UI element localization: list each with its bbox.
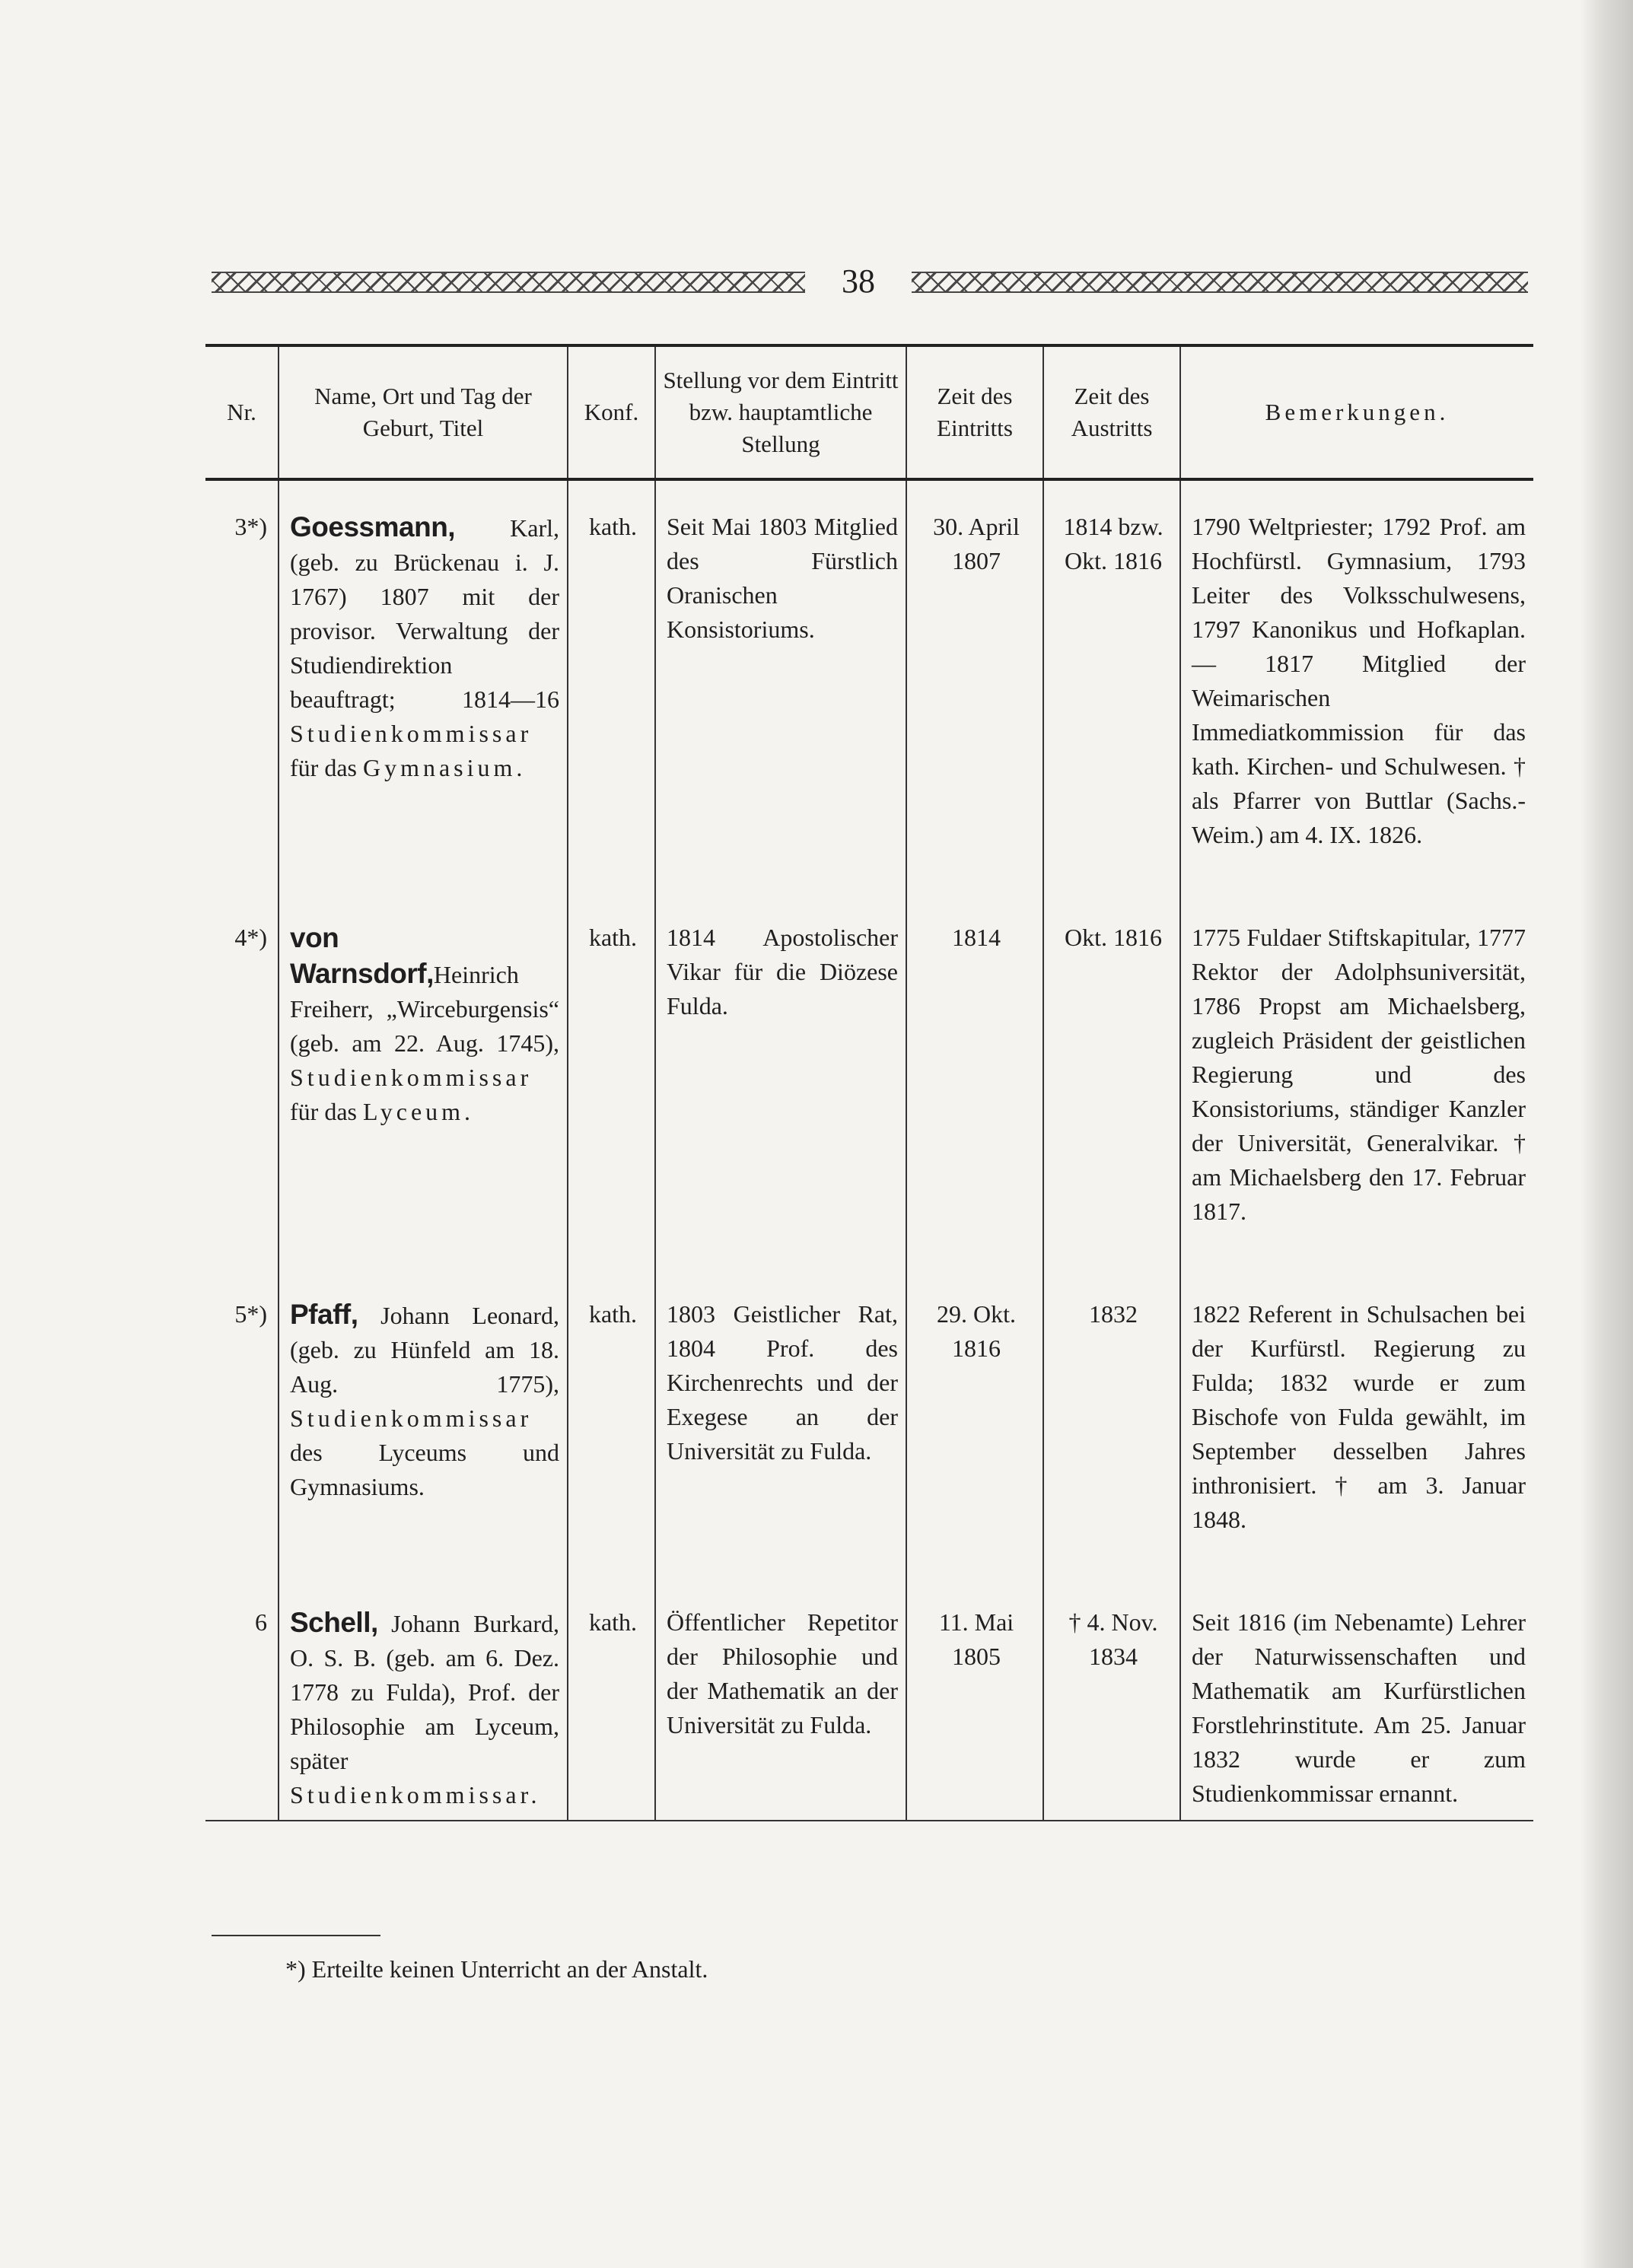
- header-konf: Konf.: [568, 345, 655, 479]
- ornament-right: [912, 272, 1528, 293]
- cell-konf: kath.: [568, 1605, 655, 1821]
- title-spaced: Studienkommissar.: [290, 1781, 541, 1808]
- ornament-left: [212, 272, 805, 293]
- cell-stellung: Seit Mai 1803 Mitglied des Fürstlich Oranischen Konsistoriums.: [655, 510, 906, 921]
- cell-konf: kath.: [568, 510, 655, 921]
- cell-austritt: Okt. 1816: [1043, 921, 1180, 1297]
- title-tail: Gymnasium.: [362, 754, 527, 781]
- cell-nr: 6: [205, 1605, 279, 1821]
- cell-nr: 5*): [234, 1300, 267, 1328]
- cell-austritt: 1814 bzw. Okt. 1816: [1043, 510, 1180, 921]
- cell-austritt: † 4. Nov. 1834: [1043, 1605, 1180, 1821]
- table-header-row: [205, 345, 1533, 479]
- name-text: Karl, (geb. zu Brückenau i. J. 1767) 1807 mit der provisor. Verwaltung der Studiendirektion beauftragt; 1814—16: [290, 514, 559, 713]
- header-bemerkungen: Bemerkungen.: [1180, 345, 1533, 479]
- header-stellung: Stellung vor dem Eintritt bzw. hauptamtliche Stellung: [655, 345, 906, 479]
- cell-name: [279, 1605, 568, 1821]
- cell-nr: 4*): [234, 924, 267, 951]
- header-austritt: Zeit des Austritts: [1043, 345, 1180, 479]
- cell-bemerkungen: 1775 Fuldaer Stiftskapitular, 1777 Rektor der Adolphsuniversität, 1786 Propst am Michaelsberg, zugleich Präsident der geistlichen Regierung und des Konsistoriums, ständiger Kanzler der Universität, Generalvikar. † am Michaelsberg den 17. Februar 1817.: [1180, 921, 1533, 1297]
- surname: Goessmann,: [290, 511, 456, 542]
- cell-konf: kath.: [568, 1297, 655, 1605]
- cell-bemerkungen: Seit 1816 (im Nebenamte) Lehrer der Naturwissenschaften und Mathematik am Kurfürstlichen Forstlehrinstitute. Am 25. Januar 1832 wurde er zum Studienkommissar ernannt.: [1180, 1605, 1533, 1821]
- footnote: *) Erteilte keinen Unterricht an der Anstalt.: [285, 1955, 708, 1983]
- name-tail: für das: [290, 1098, 363, 1125]
- surname: von Warnsdorf,: [290, 922, 434, 989]
- cell-nr: 3*): [234, 513, 267, 540]
- table-row: [205, 510, 1533, 921]
- cell-stellung: Öffentlicher Repetitor der Philosophie und der Mathematik an der Universität zu Fulda.: [655, 1605, 906, 1821]
- cell-eintritt: 30. April 1807: [906, 510, 1043, 921]
- name-text: Heinrich Freiherr, „Wirceburgensis“ (geb. am 22. Aug. 1745),: [290, 961, 559, 1057]
- page-number: 38: [842, 262, 875, 300]
- footnote-rule: [212, 1935, 380, 1936]
- cell-eintritt: 11. Mai 1805: [906, 1605, 1043, 1821]
- cell-name: [279, 921, 568, 1297]
- title-spaced: Studienkommissar: [290, 720, 533, 747]
- cell-bemerkungen: 1822 Referent in Schulsachen bei der Kurfürstl. Regierung zu Fulda; 1832 wurde er zum Bischofe von Fulda gewählt, im September desselben Jahres inthronisiert. † am 3. Januar 1848.: [1180, 1297, 1533, 1605]
- header-name: Name, Ort und Tag der Geburt, Titel: [279, 345, 568, 479]
- title-spaced: Studienkommissar: [290, 1064, 533, 1091]
- name-text: Johann Leonard, (geb. zu Hünfeld am 18. Aug. 1775),: [290, 1302, 559, 1398]
- surname: Schell,: [290, 1607, 378, 1638]
- name-text: Johann Burkard, O. S. B. (geb. am 6. Dez. 1778 zu Fulda), Prof. der Philosophie am Lyceum, später: [290, 1610, 559, 1774]
- table-row: [205, 1297, 1533, 1605]
- cell-name: [279, 1297, 568, 1605]
- cell-eintritt: 1814: [906, 921, 1043, 1297]
- cell-bemerkungen: 1790 Weltpriester; 1792 Prof. am Hochfürstl. Gymnasium, 1793 Leiter des Volksschulwesens, 1797 Kanonikus und Hofkaplan. — 1817 Mitglied der Weimarischen Immediatkommission für das kath. Kirchen- und Schulwesen. † als Pfarrer von Buttlar (Sachs.-Weim.) am 4. IX. 1826.: [1180, 510, 1533, 921]
- table-row: [205, 921, 1533, 1297]
- surname: Pfaff,: [290, 1299, 358, 1330]
- spacer-row: [205, 479, 1533, 510]
- cell-eintritt: 29. Okt. 1816: [906, 1297, 1043, 1605]
- cell-stellung: 1814 Apostolischer Vikar für die Diözese Fulda.: [655, 921, 906, 1297]
- header-nr: Nr.: [227, 399, 256, 425]
- cell-name: [279, 510, 568, 921]
- cell-austritt: 1832: [1043, 1297, 1180, 1605]
- name-tail: für das: [290, 754, 363, 781]
- page-header: [212, 262, 1528, 301]
- table-row: [205, 1605, 1533, 1821]
- name-tail: des Lyceums und Gymnasiums.: [290, 1439, 559, 1500]
- register-table: [205, 344, 1533, 1821]
- title-tail: Lyceum.: [362, 1098, 475, 1125]
- page-edge-shadow: [1580, 0, 1633, 2268]
- cell-stellung: 1803 Geistlicher Rat, 1804 Prof. des Kirchenrechts und der Exegese an der Universität zu Fulda.: [655, 1297, 906, 1605]
- title-spaced: Studienkommissar: [290, 1404, 533, 1432]
- cell-konf: kath.: [568, 921, 655, 1297]
- header-eintritt: Zeit des Eintritts: [906, 345, 1043, 479]
